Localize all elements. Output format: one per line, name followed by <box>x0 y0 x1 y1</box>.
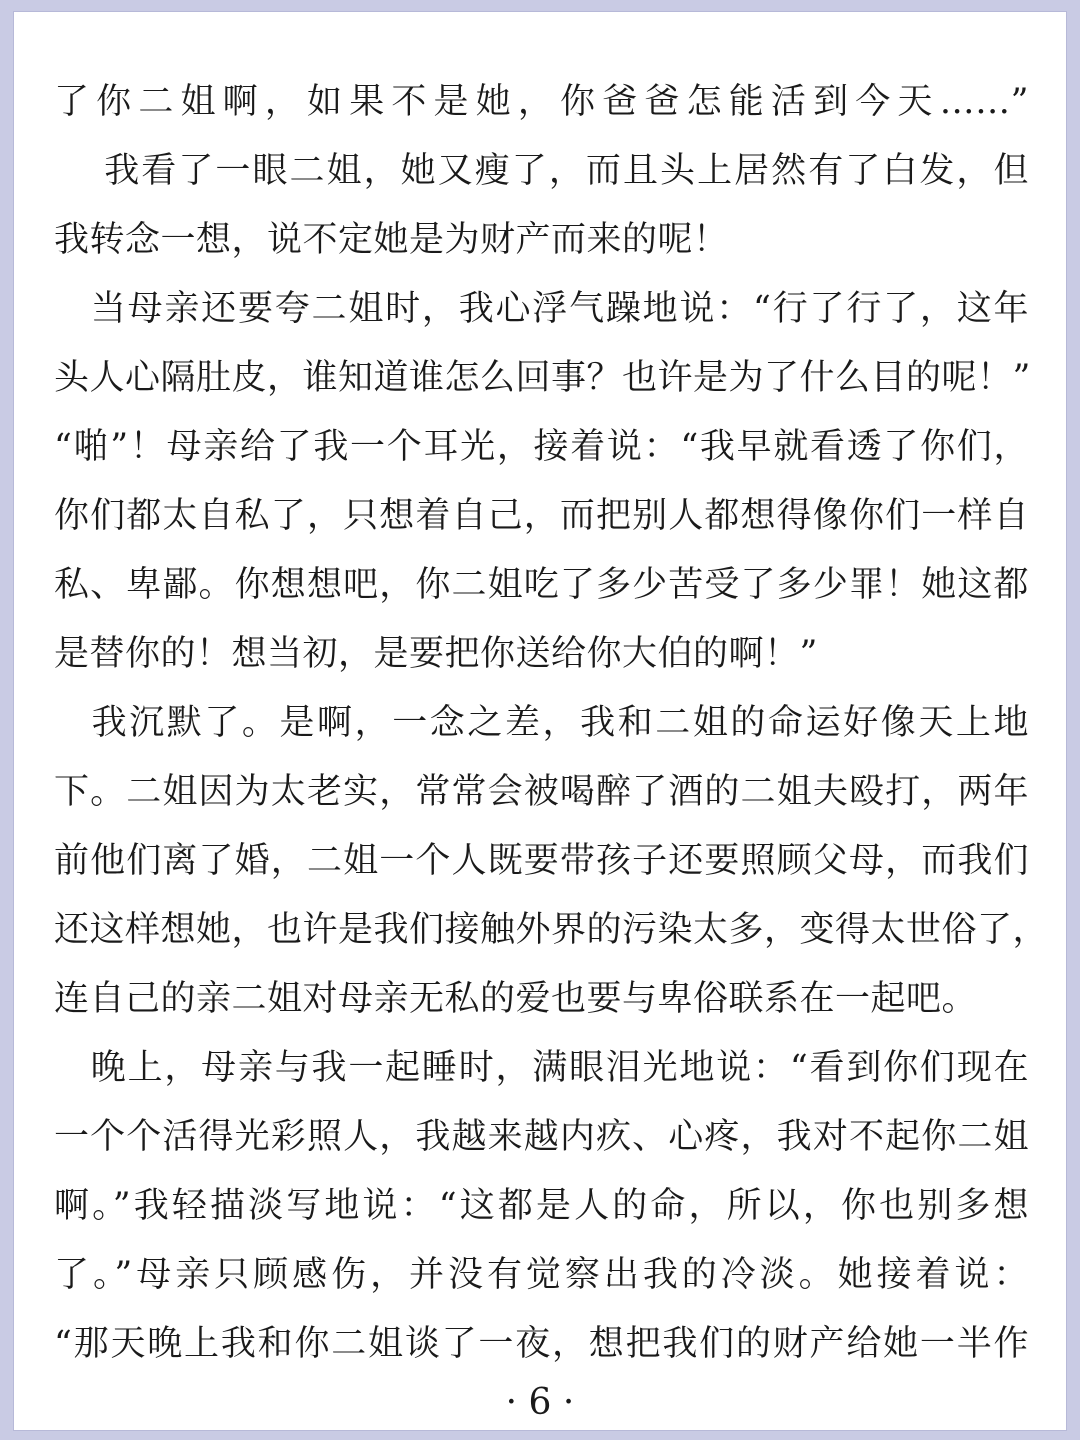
body-text <box>54 68 1049 1379</box>
text-line: 你们都太自私了，只想着自己，而把别人都想得像你们一样自 <box>54 496 1029 536</box>
text-line: “那天晚上我和你二姐谈了一夜，想把我们的财产给她一半作 <box>54 1324 1029 1364</box>
text-line: 前他们离了婚，二姐一个人既要带孩子还要照顾父母，而我们 <box>54 841 1029 881</box>
text-line: 我转念一想，说不定她是为财产而来的呢！ <box>54 220 729 260</box>
text-line: 了你二姐啊，如果不是她，你爸爸怎能活到今天……” <box>54 82 1029 122</box>
text-line: 还这样想她，也许是我们接触外界的污染太多，变得太世俗了， <box>54 910 1049 950</box>
text-line: 啊。”我轻描淡写地说：“这都是人的命，所以，你也别多想 <box>54 1186 1029 1226</box>
text-line: 了。”母亲只顾感伤，并没有觉察出我的冷淡。她接着说： <box>54 1255 1029 1295</box>
text-line: 私、卑鄙。你想想吧，你二姐吃了多少苦受了多少罪！她这都 <box>54 565 1029 605</box>
text-line: 是替你的！想当初，是要把你送给你大伯的啊！” <box>54 634 818 674</box>
text-line: 当母亲还要夸二姐时，我心浮气躁地说：“行了行了，这年 <box>54 289 1029 329</box>
text-line: 我看了一眼二姐，她又瘦了，而且头上居然有了白发，但 <box>54 151 1029 191</box>
text-line: 晚上，母亲与我一起睡时，满眼泪光地说：“看到你们现在 <box>54 1048 1029 1088</box>
text-line: “啪”！母亲给了我一个耳光，接着说：“我早就看透了你们， <box>54 427 1029 467</box>
document-page <box>14 12 1066 1430</box>
text-line: 连自己的亲二姐对母亲无私的爱也要与卑俗联系在一起吧。 <box>54 979 978 1019</box>
text-line: 一个个活得光彩照人，我越来越内疚、心疼，我对不起你二姐 <box>54 1117 1029 1157</box>
text-line: 我沉默了。是啊，一念之差，我和二姐的命运好像天上地 <box>54 703 1029 743</box>
page-number: · 6 · <box>505 1382 575 1423</box>
text-line: 下。二姐因为太老实，常常会被喝醉了酒的二姐夫殴打，两年 <box>54 772 1029 812</box>
text-line: 头人心隔肚皮，谁知道谁怎么回事？也许是为了什么目的呢！” <box>54 358 1031 398</box>
